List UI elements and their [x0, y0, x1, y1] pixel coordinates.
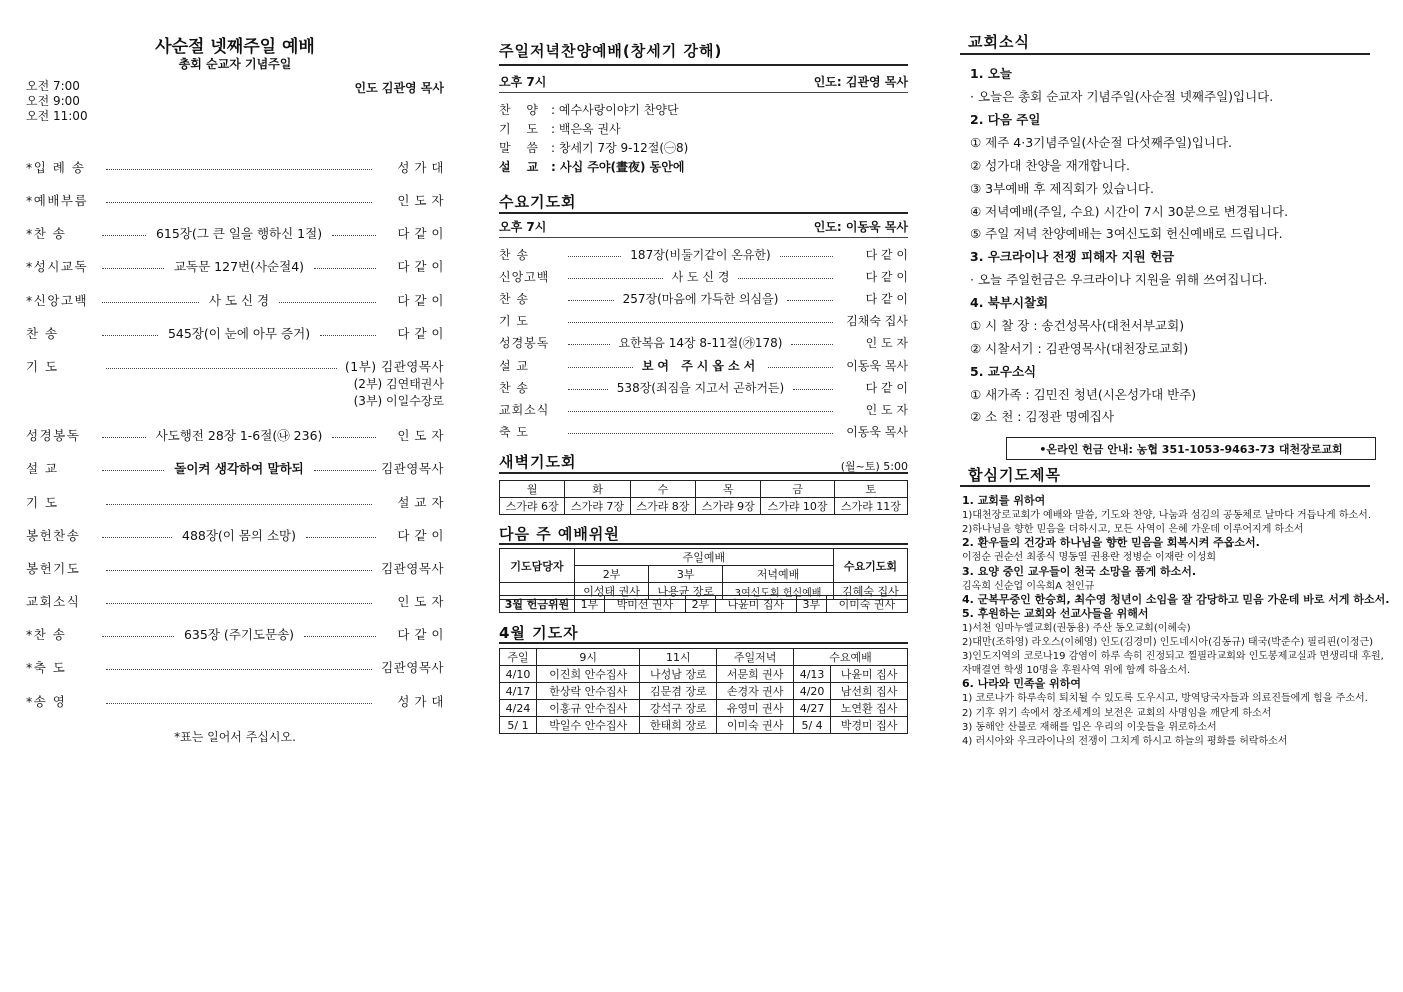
order-person: 설 교 자 [397, 495, 444, 510]
order-row [26, 191, 444, 209]
prayer-topic-line: 2)대만(조하영) 라오스(이혜영) 인도(김경미) 인도네시아(김동규) 태국(박준수) 필리핀(이정근) [962, 637, 1374, 648]
wednesday-label: 축 도 [499, 425, 529, 440]
april-cell: 나성남 장로 [640, 666, 717, 683]
order-label: 기 도 [26, 495, 59, 510]
order-label: *입 례 송 [26, 160, 86, 175]
wednesday-label: 찬 송 [499, 247, 529, 262]
prayer-topic-line: 5. 후원하는 교회와 선교사들을 위해서 [962, 606, 1149, 620]
order-label: *찬 송 [26, 226, 67, 241]
wednesday-label: 찬 송 [499, 380, 529, 395]
wednesday-row [499, 356, 908, 374]
table-row [500, 683, 908, 700]
order-label: *찬 송 [26, 627, 67, 642]
news-line: 1. 오늘 [970, 66, 1012, 81]
wednesday-detail: 요한복음 14장 8-11절(㉮178) [618, 336, 783, 351]
prayer-topic-line: 4) 러시아와 우크라이나의 전쟁이 그치게 하시고 하늘의 평화를 허락하소서 [962, 735, 1288, 747]
prayer-topic-line: 2) 기후 위기 속에서 창조세계의 보전은 교회의 사명임을 깨닫게 하소서 [962, 707, 1272, 719]
offering-part: 1부 [575, 596, 605, 613]
order-middle [98, 426, 380, 444]
order-label: 찬 송 [26, 326, 59, 341]
april-cell: 이미숙 권사 [717, 717, 794, 734]
prayer-topic-line: 1. 교회를 위하여 [962, 494, 1046, 507]
offering-name: 박미선 권사 [604, 596, 685, 613]
leader-dots [314, 470, 376, 471]
dawn-day: 금 [761, 481, 834, 498]
dawn-text: 스가랴 7장 [565, 498, 630, 515]
order-person: 성 가 대 [397, 694, 444, 709]
leader-dots [106, 669, 372, 670]
wednesday-label: 성경봉독 [499, 336, 550, 351]
news-line: ① 새가족 : 김민진 청년(시온성가대 반주) [970, 387, 1197, 402]
dawn-note: (월~토) 5:00 [840, 460, 908, 473]
order-detail: 545장(이 눈에 아무 증거) [162, 324, 316, 342]
wednesday-detail: 보여 주시옵소서 [641, 358, 760, 373]
order-row [26, 526, 444, 544]
leader-dots [304, 636, 376, 637]
divider [499, 92, 908, 93]
offering-table [499, 595, 908, 613]
prayer-cell: 나용균 장로 [649, 583, 723, 600]
dawn-table [499, 480, 908, 515]
leader-dots [332, 235, 376, 236]
april-header: 주일 [500, 649, 537, 666]
leader-dots [102, 302, 199, 303]
april-cell: 김문겸 장로 [640, 683, 717, 700]
leader-dots [106, 169, 372, 170]
wednesday-row [499, 267, 908, 285]
prayer-topic-line: 김옥희 신순업 이옥희A 천인규 [962, 580, 1095, 592]
wednesday-label: 찬 송 [499, 291, 529, 306]
wednesday-person: 다 같 이 [865, 269, 908, 284]
evening-row [499, 101, 908, 118]
prayer-cell: 3여신도회 헌신예배 [723, 583, 833, 600]
order-label: *성시교독 [26, 259, 89, 274]
april-cell: 한태희 장로 [640, 717, 717, 734]
order-person: 김관영목사 [381, 461, 444, 476]
evening-row [499, 120, 908, 137]
wednesday-detail: 187장(비둘기같이 온유한) [630, 247, 771, 262]
april-header: 9시 [537, 649, 640, 666]
april-cell: 4/24 [500, 700, 537, 717]
order-row [26, 658, 444, 676]
april-header: 11시 [640, 649, 717, 666]
order-detail: 사도행전 28장 1-6절(㉯ 236) [150, 426, 329, 444]
order-row [26, 158, 444, 176]
leader-dots [306, 537, 376, 538]
order-person: 다 같 이 [397, 293, 444, 308]
offering-label: 3월 헌금위원 [500, 596, 575, 613]
april-header: 수요예배 [794, 649, 908, 666]
wednesday-time: 오후 7시 [499, 220, 547, 234]
news-line: 4. 북부시찰회 [970, 295, 1049, 310]
leader-dots [332, 437, 376, 438]
order-detail: 교독문 127번(사순절4) [168, 257, 310, 275]
dawn-text: 스가랴 9장 [696, 498, 761, 515]
leader-dots [568, 411, 833, 412]
order-label: 봉헌찬송 [26, 528, 81, 543]
leader-dots [568, 256, 621, 257]
prayer-topic-line: 2)하나님을 향한 믿음을 더하시고, 모든 사역이 은혜 가운데 이루어지게 하소서 [962, 524, 1304, 536]
divider [499, 472, 908, 474]
leader-dots [568, 278, 663, 279]
evening-label: 찬 양 [499, 103, 544, 117]
evening-label: 기 도 [499, 122, 544, 136]
leader-dots [106, 504, 372, 505]
online-offering-info: •온라인 헌금 안내: 농협 351-1053-9463-73 대천장로교회 [1039, 442, 1343, 456]
wednesday-row [499, 245, 908, 263]
wednesday-detail: 사 도 신 경 [671, 269, 730, 284]
wednesday-row [499, 400, 908, 418]
dawn-text: 스가랴 10장 [761, 498, 834, 515]
wednesday-label: 신앙고백 [499, 269, 550, 284]
order-row [26, 324, 444, 342]
news-line: ② 소 천 : 김정관 명예집사 [970, 409, 1114, 424]
april-cell: 노연환 집사 [831, 700, 908, 717]
leader-dots [738, 278, 833, 279]
prayer-topic-line: 1)서천 임마누엘교회(권동용) 주산 동오교회(이혜숙) [962, 622, 1191, 634]
news-line: ② 시찰서기 : 김관영목사(대천장로교회) [970, 341, 1189, 356]
leader-dots [102, 437, 146, 438]
col-header: 3부 [649, 566, 723, 583]
order-middle [98, 625, 380, 643]
col-header: 2부 [575, 566, 649, 583]
order-row [26, 291, 444, 309]
order-person: 인 도 자 [397, 428, 444, 443]
order-label: 기 도 [26, 359, 59, 374]
leader-dots [568, 300, 614, 301]
divider [499, 543, 908, 545]
order-person: 인 도 자 [397, 594, 444, 609]
dawn-day: 목 [696, 481, 761, 498]
wednesday-person: 이동욱 목사 [846, 358, 909, 373]
april-cell: 남선희 집사 [831, 683, 908, 700]
divider [499, 642, 908, 644]
prayer-cell: 이성태 권사 [575, 583, 649, 600]
april-title: 4월 기도자 [499, 624, 579, 642]
order-row [26, 692, 444, 710]
wednesday-person: 다 같 이 [865, 380, 909, 395]
order-person: 다 같 이 [397, 259, 444, 274]
order-label: 교회소식 [26, 594, 81, 609]
leader-dots [102, 537, 172, 538]
evening-leader: 인도: 김관영 목사 [813, 75, 908, 89]
wednesday-person: 다 같 이 [865, 247, 909, 262]
news-line: ② 성가대 찬양을 재개합니다. [970, 158, 1130, 173]
prayer-topic-line: 이점순 권순선 최종식 명동열 권용란 정병순 이재란 이성희 [962, 552, 1217, 564]
table-row [500, 666, 908, 683]
news-line: 2. 다음 주일 [970, 112, 1041, 127]
prayer-topic-line: 4. 군복무중인 한승희, 최수영 청년이 소임을 잘 감당하고 믿음 가운데 바로 서게 하소서. [962, 592, 1390, 606]
april-cell: 강석구 장로 [640, 700, 717, 717]
news-line: ③ 3부예배 후 제직회가 있습니다. [970, 181, 1154, 196]
leader-dots [106, 703, 372, 704]
prayer-topic-line: 1)대천장로교회가 예배와 말씀, 기도와 찬양, 나눔과 섬김의 공동체로 날마다 거듭나게 하소서. [962, 510, 1372, 522]
dawn-text: 스가랴 8장 [630, 498, 695, 515]
sunday-header: 주일예배 [575, 549, 834, 566]
dawn-day: 수 [630, 481, 695, 498]
april-cell: 4/20 [794, 683, 831, 700]
prayer-topic-line: 3)인도지역의 코로나19 감염이 하루 속히 진정되고 찔필라교회와 인도봉제교실과 면생리대 후원, [962, 651, 1384, 663]
order-row [26, 224, 444, 242]
news-line: 5. 교우소식 [970, 364, 1037, 379]
order-label: 설 교 [26, 461, 59, 476]
divider [960, 485, 1370, 487]
order-middle [98, 324, 380, 342]
evening-meta [499, 73, 908, 90]
order-person: 김관영목사 [381, 660, 444, 675]
divider [499, 237, 908, 238]
wednesday-person: 인 도 자 [865, 402, 908, 417]
april-cell: 한상락 안수집사 [537, 683, 640, 700]
order-label: *예배부름 [26, 193, 89, 208]
service-time: 오전 11:00 [26, 109, 88, 123]
service-time: 오전 9:00 [26, 94, 80, 108]
wednesday-person: 다 같 이 [865, 291, 909, 306]
leader-dots [106, 368, 337, 369]
order-middle [98, 257, 380, 275]
april-cell: 5/ 4 [794, 717, 831, 734]
leader-dots [568, 344, 610, 345]
wednesday-meta [499, 218, 908, 235]
april-cell: 박경미 집사 [831, 717, 908, 734]
leader-dots [102, 235, 146, 236]
order-person: 다 같 이 [397, 528, 444, 543]
online-offering-box [1006, 437, 1376, 460]
april-cell: 4/17 [500, 683, 537, 700]
prayer-leader-3: (3부) 이일수장로 [353, 394, 444, 408]
service-subtitle: 총회 순교자 기념주일 [178, 57, 292, 71]
order-person: 김관영목사 [381, 561, 444, 576]
order-person: (1부) 김관영목사 [344, 359, 444, 374]
order-person: 성 가 대 [397, 160, 444, 175]
wednesday-row [499, 289, 908, 307]
leader-dots [106, 570, 372, 571]
april-header: 주일저녁 [717, 649, 794, 666]
wednesday-person: 인 도 자 [865, 336, 909, 351]
leader-dots [568, 367, 633, 368]
prayer-topic-line: 3. 요양 중인 교우들이 천국 소망을 품게 하소서. [962, 564, 1197, 578]
order-label: *축 도 [26, 660, 67, 675]
wednesday-row [499, 378, 908, 396]
order-middle [98, 526, 380, 544]
wednesday-detail: 538장(죄짐을 지고서 곤하거든) [616, 380, 785, 395]
prayer-topics-title: 합심기도제목 [968, 466, 1061, 484]
evening-value: : 백은옥 권사 [551, 122, 621, 136]
dawn-day: 화 [565, 481, 630, 498]
prayer-topic-line: 3) 동해안 산불로 재해를 입은 우리의 이웃들을 위로하소서 [962, 721, 1217, 733]
service-title: 사순절 넷째주일 예배 [155, 37, 315, 57]
leader-dots [568, 433, 833, 434]
order-row [26, 592, 444, 610]
leader-dots [102, 268, 164, 269]
prayer-topic-line: 1) 코로나가 하루속히 퇴치될 수 있도록 도우시고, 방역당국자들과 의료진들에게 힘을 주소서. [962, 693, 1368, 705]
leader-dots [314, 268, 376, 269]
order-row [26, 625, 444, 643]
divider [499, 212, 908, 214]
leader-dots [768, 367, 833, 368]
order-middle [98, 224, 380, 242]
april-cell: 유영미 권사 [717, 700, 794, 717]
april-cell: 나윤미 집사 [831, 666, 908, 683]
april-cell: 이홍규 안수집사 [537, 700, 640, 717]
order-detail: 635장 (주기도문송) [178, 625, 300, 643]
evening-label: 말 씀 [499, 141, 544, 155]
evening-row [499, 158, 908, 175]
wednesday-label: 교회소식 [499, 402, 550, 417]
evening-value: : 사십 주야(晝夜) 동안에 [551, 160, 685, 174]
news-line: ④ 저녁예배(주일, 수요) 시간이 7시 30분으로 변경됩니다. [970, 204, 1289, 219]
leader-dots [780, 256, 833, 257]
prayer-topic-line: 자매결연 학생 10명을 후원사역 위에 함께 하옵소서. [962, 665, 1191, 677]
table-row [500, 700, 908, 717]
order-detail: 돌이켜 생각하여 말하되 [168, 459, 309, 477]
news-line: · 오늘 주일헌금은 우크라이나 지원을 위해 쓰여집니다. [970, 272, 1268, 287]
dawn-text: 스가랴 6장 [500, 498, 565, 515]
april-cell: 이진희 안수집사 [537, 666, 640, 683]
leader-dots [787, 300, 833, 301]
wednesday-label: 기 도 [499, 314, 529, 329]
prayer-extra [354, 376, 444, 410]
leader-dots [279, 302, 376, 303]
next-week-title: 다음 주 예배위원 [499, 525, 620, 543]
table-row [500, 717, 908, 734]
order-row [26, 559, 444, 577]
service-time: 오전 7:00 [26, 79, 80, 93]
leader-dots [102, 470, 164, 471]
wednesday-person: 김채숙 집사 [846, 314, 908, 329]
wednesday-detail: 257장(마음에 가득한 의심을) [622, 291, 779, 306]
april-cell: 손경자 권사 [717, 683, 794, 700]
leader-dots [106, 603, 372, 604]
april-cell: 박일수 안수집사 [537, 717, 640, 734]
offering-name: 이미숙 권사 [826, 596, 907, 613]
evening-label: 설 교 [499, 160, 545, 174]
order-row [26, 426, 444, 444]
leader-dots [793, 389, 833, 390]
order-person: 다 같 이 [397, 326, 444, 341]
offering-part: 2부 [685, 596, 715, 613]
order-row [26, 459, 444, 477]
order-label: *송 영 [26, 694, 67, 709]
service-times [26, 79, 88, 124]
order-label: *신앙고백 [26, 293, 89, 308]
news-line: 3. 우크라이나 전쟁 피해자 지원 헌금 [970, 249, 1175, 264]
wednesday-leader: 인도: 이동욱 목사 [813, 220, 908, 234]
divider [960, 53, 1370, 55]
wednesday-row [499, 312, 908, 330]
leader-dots [791, 344, 833, 345]
order-row [26, 257, 444, 275]
leader-dots [568, 322, 833, 323]
order-row [26, 357, 444, 375]
order-label: 성경봉독 [26, 428, 81, 443]
april-cell: 4/10 [500, 666, 537, 683]
leader-dots [102, 636, 174, 637]
order-person: 인 도 자 [397, 193, 444, 208]
april-cell: 4/27 [794, 700, 831, 717]
leader-dots [568, 389, 608, 390]
wednesday-title: 수요기도회 [499, 193, 577, 211]
news-title: 교회소식 [968, 33, 1030, 51]
april-cell: 5/ 1 [500, 717, 537, 734]
offering-part: 3부 [796, 596, 826, 613]
leader-dots [320, 335, 376, 336]
order-row [26, 493, 444, 511]
wed-header: 수요기도회 [833, 549, 907, 583]
leader-dots [102, 335, 158, 336]
wednesday-row [499, 423, 908, 441]
april-cell: 서문희 권사 [717, 666, 794, 683]
prayer-leader-2: (2부) 김연태권사 [353, 377, 444, 391]
evening-time: 오후 7시 [499, 75, 547, 89]
april-table [499, 648, 908, 734]
dawn-text: 스가랴 11장 [834, 498, 907, 515]
dawn-day: 토 [834, 481, 907, 498]
dawn-day: 월 [500, 481, 565, 498]
dawn-title: 새벽기도회 [499, 453, 577, 471]
evening-title: 주일저녁찬양예배(창세기 강해) [499, 42, 723, 60]
april-cell: 4/13 [794, 666, 831, 683]
order-detail: 사 도 신 경 [203, 291, 275, 309]
order-person: 다 같 이 [397, 627, 444, 642]
service-leader: 인도 김관영 목사 [354, 81, 444, 95]
prayer-cell: 김혜숙 집사 [833, 583, 907, 600]
prayer-label: 기도담당자 [500, 549, 575, 583]
wednesday-label: 설 교 [499, 358, 529, 373]
wednesday-row [499, 334, 908, 352]
divider [499, 64, 908, 66]
order-middle [98, 291, 380, 309]
news-line: ⑤ 주일 저녁 찬양예배는 3여신도회 헌신예배로 드립니다. [970, 226, 1283, 241]
order-detail: 488장(이 몸의 소망) [176, 526, 302, 544]
evening-row [499, 139, 908, 156]
news-line: ① 시 찰 장 : 송건성목사(대천서부교회) [970, 318, 1185, 333]
wednesday-person: 이동욱 목사 [846, 425, 908, 440]
next-week-table [499, 548, 908, 600]
prayer-topic-line: 2. 환우들의 건강과 하나님을 향한 믿음을 회복시켜 주옵소서. [962, 536, 1260, 550]
prayer-topic-line: 6. 나라와 민족을 위하여 [962, 677, 1081, 691]
news-line: · 오늘은 총회 순교자 기념주일(사순절 넷째주일)입니다. [970, 89, 1274, 104]
order-label: 봉헌기도 [26, 561, 81, 576]
leader-dots [106, 202, 372, 203]
offering-name: 나윤미 집사 [715, 596, 796, 613]
col-header: 저녁예배 [723, 566, 833, 583]
standing-note: *표는 일어서 주십시오. [174, 730, 296, 744]
order-person: 다 같 이 [397, 226, 444, 241]
news-line: ① 제주 4·3기념주일(사순절 다섯째주일)입니다. [970, 135, 1233, 150]
evening-value: : 창세기 7장 9-12절(㊀8) [551, 141, 689, 155]
evening-value: : 예수사랑이야기 찬양단 [551, 103, 679, 117]
order-middle [98, 459, 380, 477]
order-detail: 615장(그 큰 일을 행하신 1절) [150, 224, 328, 242]
